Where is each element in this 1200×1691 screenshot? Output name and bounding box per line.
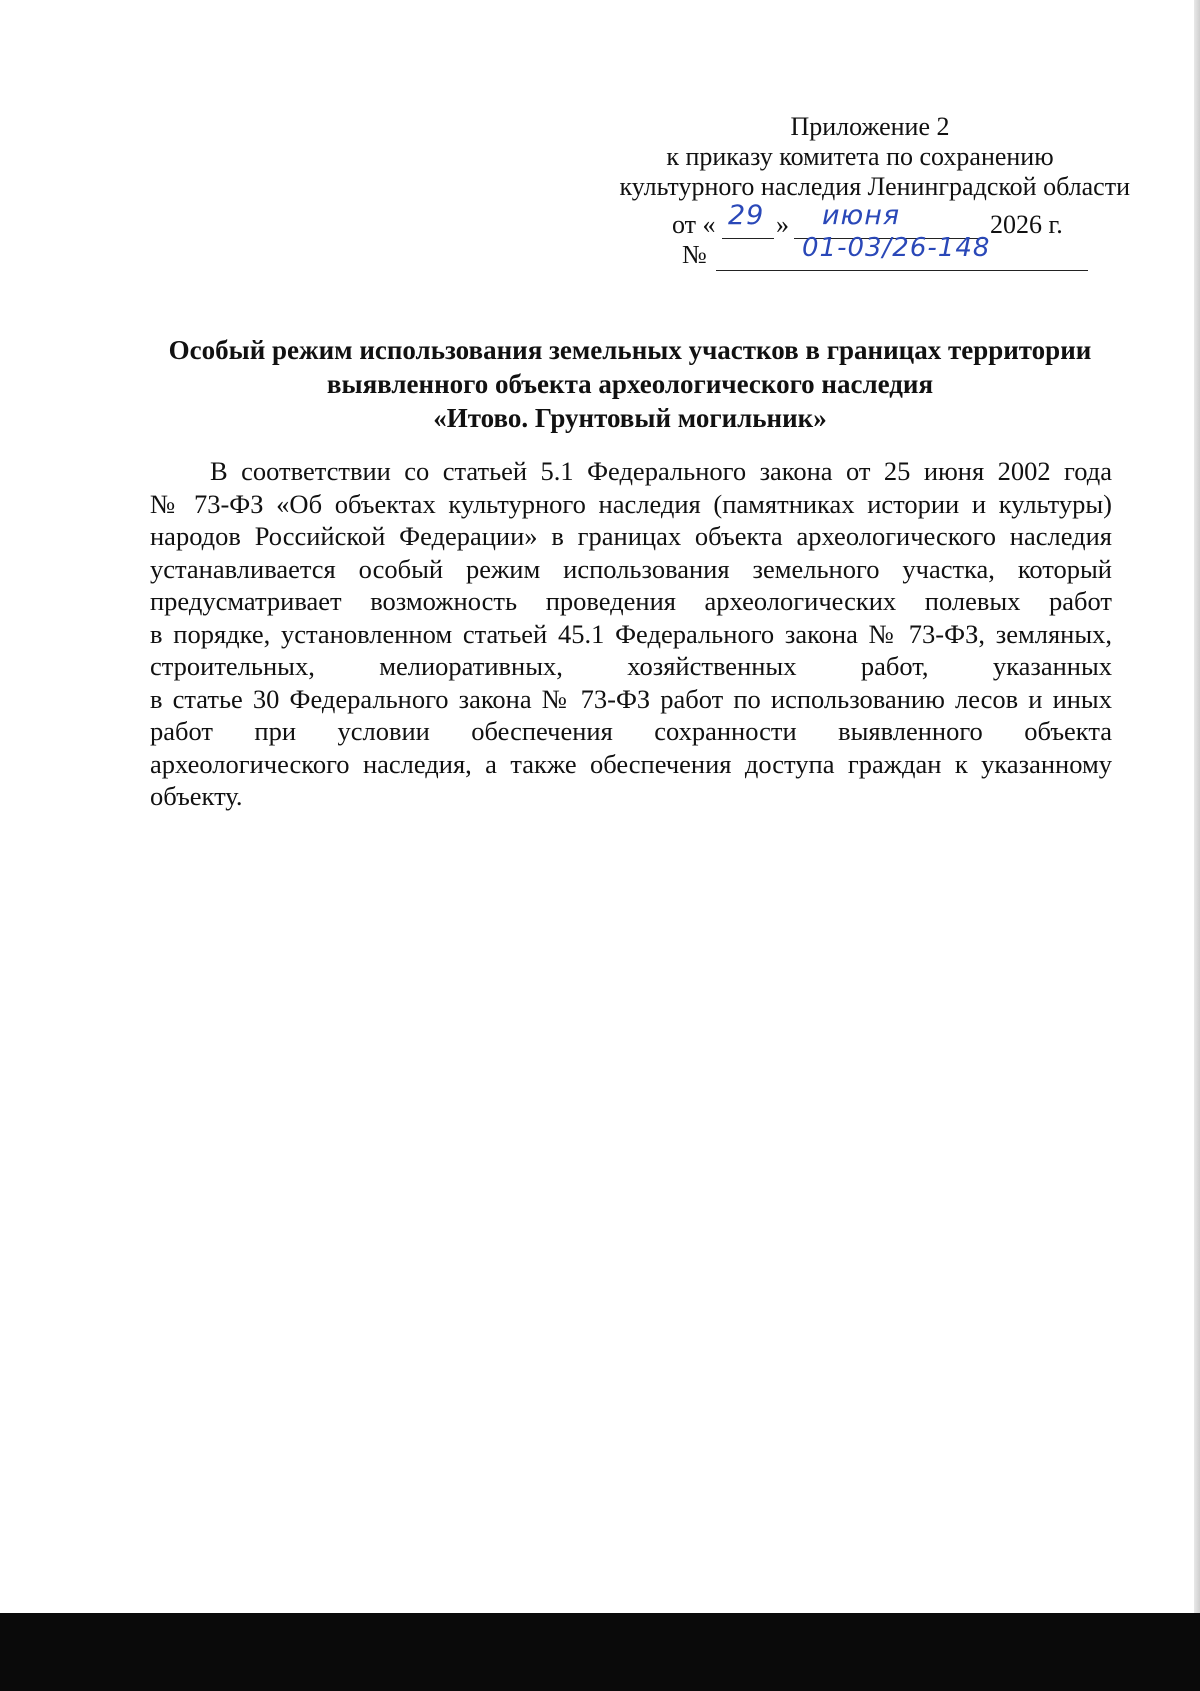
annex-order-line: к приказу комитета по сохранению [666,142,1054,171]
body-line: объекту. [150,781,243,811]
body-line: № 73-ФЗ «Об объектах культурного наследия (памятниках истории и культуры) [150,488,1112,519]
body-paragraph [150,455,1112,813]
scan-edge [1194,0,1200,1691]
annex-committee-line: культурного наследия Ленинградской области [619,172,1130,201]
number-sign: № [682,240,707,269]
body-line: В соответствии со статьей 5.1 Федерального закона от 25 июня 2002 года [210,456,1112,486]
body-line: археологического наследия, а также обеспечения доступа граждан к указанному [150,748,1112,779]
date-prefix: от « [672,210,716,239]
date-month-handwritten: июня [822,200,901,231]
document-title [150,333,1110,435]
date-day-close: » [776,210,789,239]
annex-label: Приложение 2 [790,112,950,141]
annex-header [560,112,1160,202]
body-line: в порядке, установленном статьей 45.1 Федерального закона № 73-ФЗ, земляных, [150,618,1112,649]
order-number-handwritten: 01-03/26-148 [802,233,991,263]
order-number-line [682,233,1092,272]
body-line: устанавливается особый режим использования земельного участка, который [150,553,1112,584]
body-line: работ при условии обеспечения сохранности выявленного объекта [150,716,1112,746]
body-line: предусматривает возможность проведения археологических полевых работ [150,586,1112,616]
title-line-1: Особый режим использования земельных участков в границах территории [168,335,1092,365]
body-line: строительных, мелиоративных, хозяйственных работ, указанных [150,651,1112,681]
scan-bottom-band [0,1613,1200,1691]
date-day-handwritten: 29 [728,200,765,231]
title-line-3: «Итово. Грунтовый могильник» [433,403,827,433]
title-line-2: выявленного объекта археологического наследия [326,369,934,399]
date-year: 2026 г. [990,210,1063,239]
body-line: в статье 30 Федерального закона № 73-ФЗ работ по использованию лесов и иных [150,683,1112,714]
body-line: народов Российской Федерации» в границах объекта археологического наследия [150,521,1112,551]
